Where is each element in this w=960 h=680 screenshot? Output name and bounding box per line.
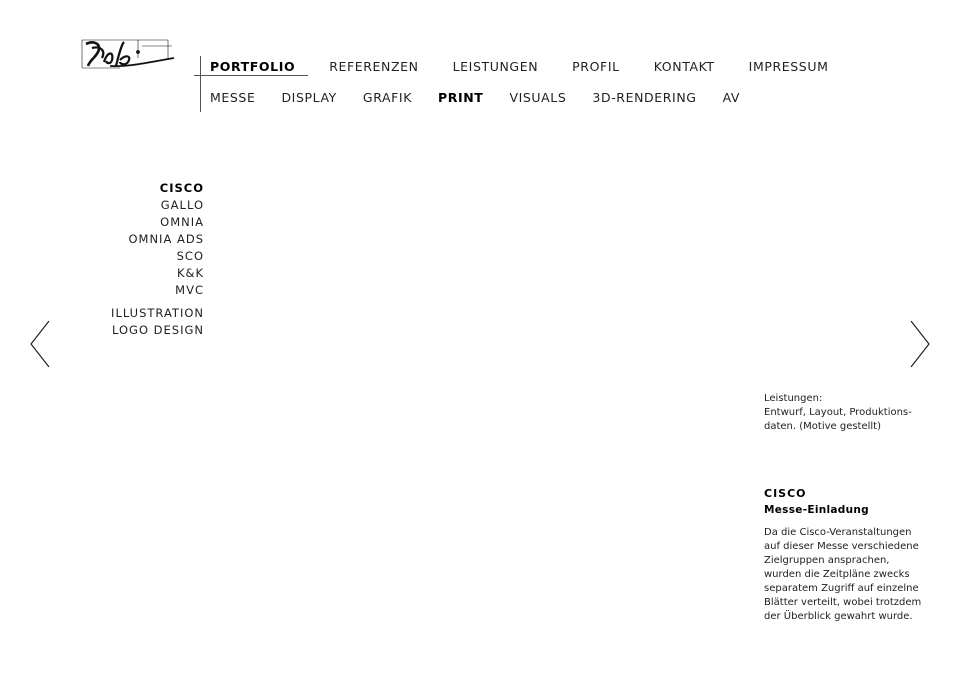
sub-nav	[210, 90, 740, 105]
main-nav-referenzen[interactable]: REFERENZEN	[329, 59, 419, 74]
sub-nav-print[interactable]: PRINT	[438, 90, 484, 105]
services-heading: Leistungen:	[764, 393, 823, 404]
sub-nav-visuals[interactable]: VISUALS	[509, 90, 567, 105]
chevron-left-icon	[29, 320, 51, 368]
project-description-block	[764, 487, 921, 624]
project-list	[111, 180, 204, 339]
logo-signature-icon	[80, 36, 176, 74]
next-button[interactable]	[909, 320, 931, 368]
project-item-gallo[interactable]: GALLO	[160, 198, 204, 212]
main-nav-portfolio[interactable]: PORTFOLIO	[210, 59, 296, 74]
services-block	[764, 392, 912, 434]
sub-nav-display[interactable]: DISPLAY	[281, 90, 337, 105]
sub-nav-av[interactable]: AV	[722, 90, 741, 105]
nav-divider-horizontal	[194, 75, 308, 76]
services-text: Entwurf, Layout, Produktions- daten. (Motive gestellt)	[764, 407, 912, 432]
extra-item-illustration[interactable]: ILLUSTRATION	[111, 306, 204, 320]
project-subtitle: Messe-Einladung	[764, 504, 869, 516]
main-nav-leistungen[interactable]: LEISTUNGEN	[452, 59, 539, 74]
project-item-omnia-ads[interactable]: OMNIA ADS	[128, 232, 204, 246]
project-item-omnia[interactable]: OMNIA	[160, 215, 204, 229]
main-nav-profil[interactable]: PROFIL	[572, 59, 620, 74]
project-item-kk[interactable]: K&K	[176, 266, 204, 280]
main-nav-impressum[interactable]: IMPRESSUM	[748, 59, 829, 74]
main-nav-kontakt[interactable]: KONTAKT	[653, 59, 715, 74]
previous-button[interactable]	[29, 320, 51, 368]
logo[interactable]	[80, 36, 176, 74]
project-title: CISCO	[764, 487, 807, 500]
project-item-sco[interactable]: SCO	[176, 249, 204, 263]
project-item-mvc[interactable]: MVC	[175, 283, 204, 297]
chevron-right-icon	[909, 320, 931, 368]
main-nav	[210, 59, 828, 74]
project-description: Da die Cisco-Veranstaltungen auf dieser Messe verschiedene Zielgruppen ansprachen, wurden die Zeitpläne zwecks separatem Zugriff auf einzelne Blätter verteilt, wobei trotzdem der Überblick gewahrt wurde.	[764, 527, 922, 622]
sub-nav-grafik[interactable]: GRAFIK	[362, 90, 412, 105]
sub-nav-messe[interactable]: MESSE	[210, 90, 256, 105]
nav-divider-vertical	[200, 56, 201, 112]
extra-item-logo-design[interactable]: LOGO DESIGN	[112, 323, 204, 337]
sub-nav-3d-rendering[interactable]: 3D-RENDERING	[592, 90, 697, 105]
project-item-cisco[interactable]: CISCO	[159, 181, 204, 195]
